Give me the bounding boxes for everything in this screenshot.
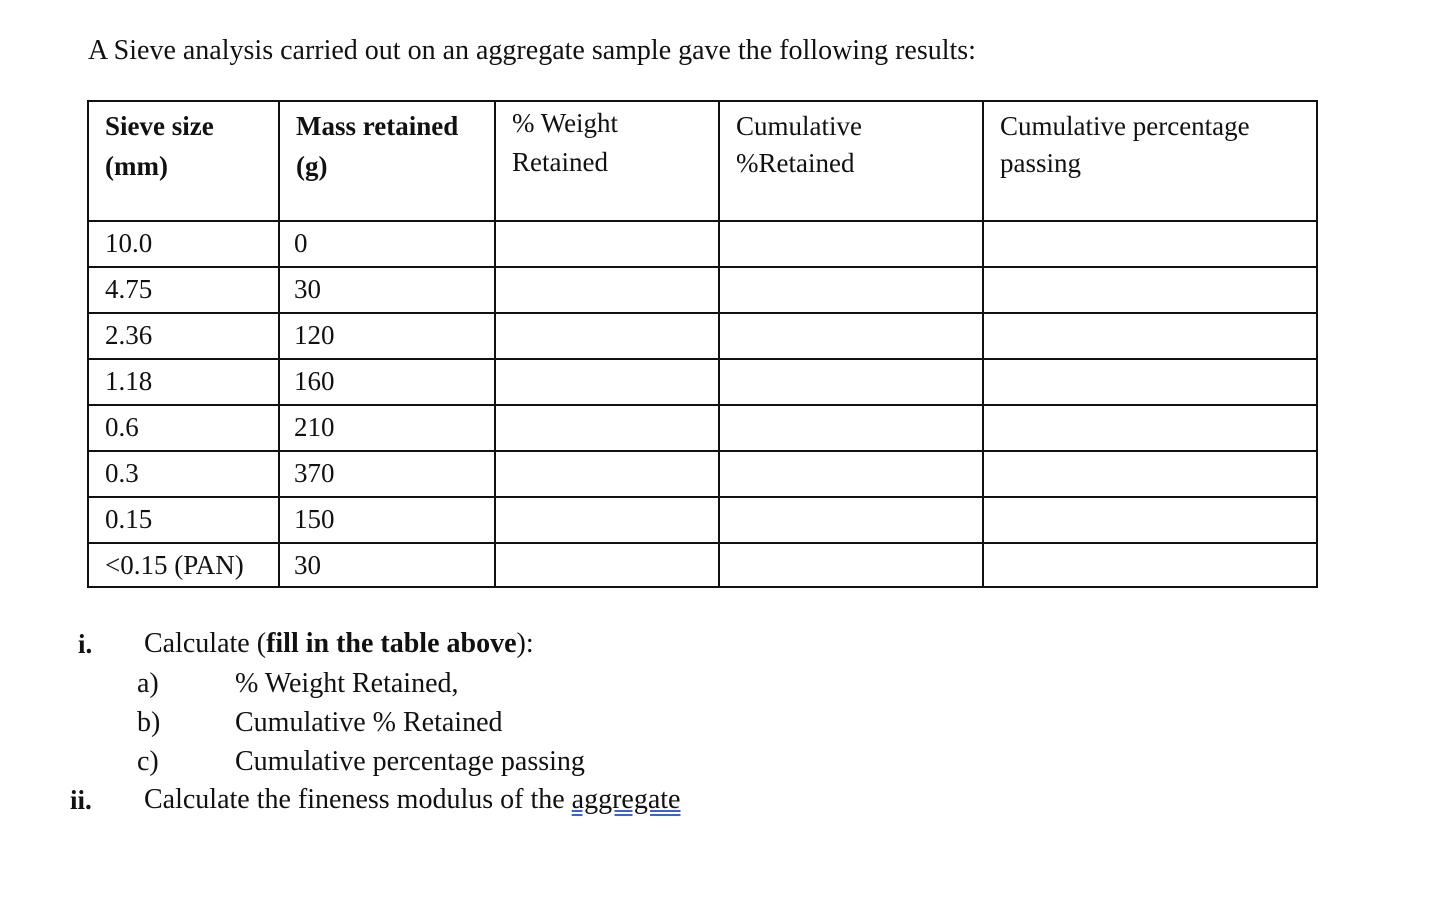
sieve-cell: 4.75 [88,267,279,313]
cumulative-passing-cell[interactable] [983,543,1317,587]
mass-cell: 30 [279,267,495,313]
sieve-cell: <0.15 (PAN) [88,543,279,587]
mass-cell: 150 [279,497,495,543]
cumulative-retained-cell[interactable] [719,497,983,543]
sieve-cell: 0.6 [88,405,279,451]
question-i-text: Calculate (fill in the table above): [144,628,534,659]
cumulative-retained-cell[interactable] [719,359,983,405]
cumulative-retained-cell[interactable] [719,313,983,359]
intro-text: A Sieve analysis carried out on an aggregate sample gave the following results: [88,35,976,66]
table-row [88,405,1317,451]
header-mass-retained: Mass retained (g) [279,101,495,221]
cumulative-passing-cell[interactable] [983,221,1317,267]
weight-retained-cell[interactable] [495,221,719,267]
sieve-cell: 0.3 [88,451,279,497]
table-row [88,451,1317,497]
weight-retained-cell[interactable] [495,451,719,497]
mass-cell: 30 [279,543,495,587]
part-b-letter: b) [137,707,161,738]
part-c-letter: c) [137,746,159,777]
mass-cell: 120 [279,313,495,359]
header-cumulative-passing: Cumulative percentage passing [983,101,1317,221]
table-row [88,543,1317,587]
question-ii-text: Calculate the fineness modulus of the aggregate [144,784,681,815]
table-row [88,497,1317,543]
sieve-cell: 1.18 [88,359,279,405]
part-a-text: % Weight Retained, [235,668,459,699]
part-c-text: Cumulative percentage passing [235,746,585,777]
table-row [88,267,1317,313]
mass-cell: 160 [279,359,495,405]
part-a-letter: a) [137,668,159,699]
table-header-row [88,101,1317,221]
cumulative-retained-cell[interactable] [719,451,983,497]
mass-cell: 370 [279,451,495,497]
sieve-cell: 2.36 [88,313,279,359]
table-row [88,221,1317,267]
cumulative-passing-cell[interactable] [983,405,1317,451]
table-row [88,359,1317,405]
weight-retained-cell[interactable] [495,405,719,451]
cumulative-retained-cell[interactable] [719,405,983,451]
cumulative-passing-cell[interactable] [983,313,1317,359]
part-b-text: Cumulative % Retained [235,707,503,738]
spellcheck-underlined-word: aggregate [571,784,681,815]
weight-retained-cell[interactable] [495,543,719,587]
cumulative-passing-cell[interactable] [983,451,1317,497]
sieve-cell: 10.0 [88,221,279,267]
cumulative-passing-cell[interactable] [983,359,1317,405]
mass-cell: 0 [279,221,495,267]
table-row [88,313,1317,359]
sieve-analysis-table [87,100,1318,588]
weight-retained-cell[interactable] [495,497,719,543]
cumulative-passing-cell[interactable] [983,267,1317,313]
header-cumulative-retained: Cumulative %Retained [719,101,983,221]
cumulative-passing-cell[interactable] [983,497,1317,543]
question-number-i: i. [78,629,93,659]
header-weight-retained: % Weight Retained [495,101,719,221]
weight-retained-cell[interactable] [495,267,719,313]
header-sieve-size: Sieve size (mm) [88,101,279,221]
weight-retained-cell[interactable] [495,313,719,359]
weight-retained-cell[interactable] [495,359,719,405]
cumulative-retained-cell[interactable] [719,543,983,587]
sieve-cell: 0.15 [88,497,279,543]
question-number-ii: ii. [70,785,92,815]
cumulative-retained-cell[interactable] [719,267,983,313]
mass-cell: 210 [279,405,495,451]
cumulative-retained-cell[interactable] [719,221,983,267]
